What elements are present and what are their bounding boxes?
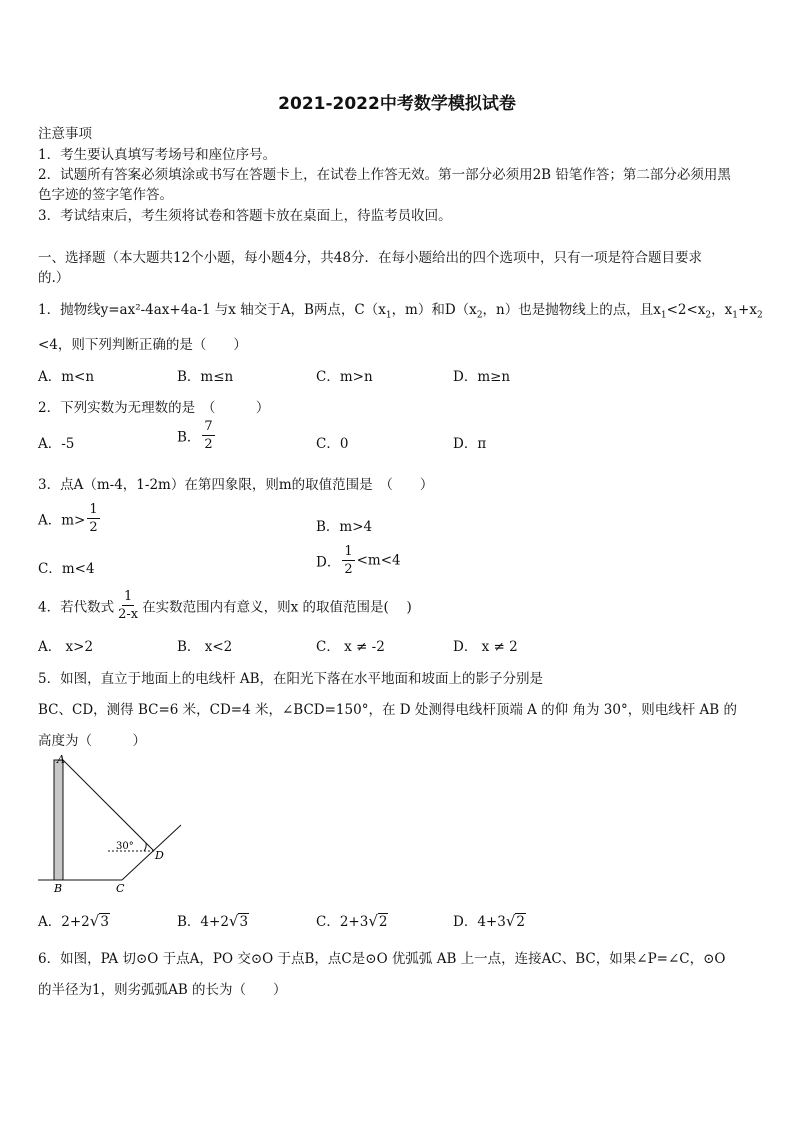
notice-item-1: 1．考生要认真填写考场号和座位序号。 xyxy=(38,147,277,163)
q4-option-d[interactable]: D． x ≠ 2 xyxy=(453,639,518,655)
fraction: $\frac{1}{2}$ xyxy=(344,544,353,577)
q5-option-d[interactable]: D．4+3√2 xyxy=(453,912,525,930)
section-heading: 一、选择题（本大题共12个小题，每小题4分，共48分．在每小题给出的四个选项中，只有一项是符合题目要求 xyxy=(38,250,702,266)
question-3-stem: 3．点A（m-4，1-2m）在第四象限，则m的取值范围是 （ ） xyxy=(38,477,434,493)
q3-option-b[interactable]: B．m>4 xyxy=(316,519,373,535)
fraction: $\frac{1}{2}$ xyxy=(89,502,98,535)
q2-option-a[interactable]: A．-5 xyxy=(38,436,75,452)
q2-option-c[interactable]: C．0 xyxy=(316,436,349,452)
q3-option-d[interactable]: D． $\frac{1}{2}$ <m<4 xyxy=(316,544,401,577)
q4-option-c[interactable]: C． x ≠ -2 xyxy=(316,639,385,655)
notice-item-3: 3．考试结束后，考生须将试卷和答题卡放在桌面上，待监考员收回。 xyxy=(38,208,452,224)
question-4-stem: 4．若代数式 $\frac{1}{2-x}$ 在实数范围内有意义，则x 的取值范围是( ) xyxy=(38,589,412,622)
q5-option-b[interactable]: B．4+2√3 xyxy=(177,912,249,930)
label-a: A xyxy=(57,755,65,766)
label-c: C xyxy=(116,882,125,895)
q2-option-b[interactable]: B． $\frac{7}{2}$ xyxy=(177,419,213,452)
fraction: $\frac{7}{2}$ xyxy=(204,419,213,452)
notice-item-2: 2．试题所有答案必须填涂或书写在答题卡上，在试卷上作答无效。第一部分必须用2B 铅笔作答；第二部分必须用黑 xyxy=(38,167,731,183)
pole-shadow-figure xyxy=(30,755,190,895)
section-heading-cont: 的.） xyxy=(38,270,70,286)
question-6-stem: 6．如图，PA 切⊙O 于点A，PO 交⊙O 于点B，点C是⊙O 优弧弧 AB 上一点，连接AC、BC，如果∠P=∠C，⊙O xyxy=(38,951,726,967)
question-5-stem-cont: BC、CD，测得 BC=6 米，CD=4 米，∠BCD=150°，在 D 处测得电线杆顶端 A 的仰 角为 30°，则电线杆 AB 的 xyxy=(38,702,737,718)
q1-option-a[interactable]: A．m<n xyxy=(38,369,95,385)
page-title: 2021-2022中考数学模拟试卷 xyxy=(278,94,516,114)
q3-option-a[interactable]: A．m> $\frac{1}{2}$ xyxy=(38,502,98,535)
q1-option-d[interactable]: D．m≥n xyxy=(453,369,511,385)
label-b: B xyxy=(54,882,63,895)
q1-option-b[interactable]: B．m≤n xyxy=(177,369,234,385)
q5-option-c[interactable]: C．2+3√2 xyxy=(316,912,388,930)
angle-label: 30° xyxy=(116,841,134,852)
notice-item-2-cont: 色字迹的签字笔作答。 xyxy=(38,187,173,203)
fraction: $\frac{1}{2-x}$ xyxy=(118,589,139,622)
q3-option-c[interactable]: C．m<4 xyxy=(38,561,95,577)
label-d: D xyxy=(155,849,164,862)
q1-option-c[interactable]: C．m>n xyxy=(316,369,373,385)
question-1-stem-cont: <4，则下列判断正确的是（ ） xyxy=(38,337,247,353)
question-5-stem-cont2: 高度为（ ） xyxy=(38,733,146,749)
q2-option-d[interactable]: D．π xyxy=(453,436,487,452)
notice-heading: 注意事项 xyxy=(38,126,92,142)
question-2-stem: 2．下列实数为无理数的是 （ ） xyxy=(38,400,270,416)
q5-option-a[interactable]: A．2+2√3 xyxy=(38,912,109,930)
question-1-stem: 1．抛物线y=ax²-4ax+4a-1 与x 轴交于A，B两点，$C(x_1$，m）和$D(x_2$，n）也是抛物线上的点，且$x_1<2<x_2$，$x_1+x_2$ xyxy=(38,302,763,321)
q4-option-a[interactable]: A． x>2 xyxy=(38,639,94,655)
question-5-stem: 5．如图，直立于地面上的电线杆 AB，在阳光下落在水平地面和坡面上的影子分别是 xyxy=(38,671,544,687)
question-6-stem-cont: 的半径为1，则劣弧弧AB 的长为（ ） xyxy=(38,982,287,998)
q4-option-b[interactable]: B． x<2 xyxy=(177,639,233,655)
